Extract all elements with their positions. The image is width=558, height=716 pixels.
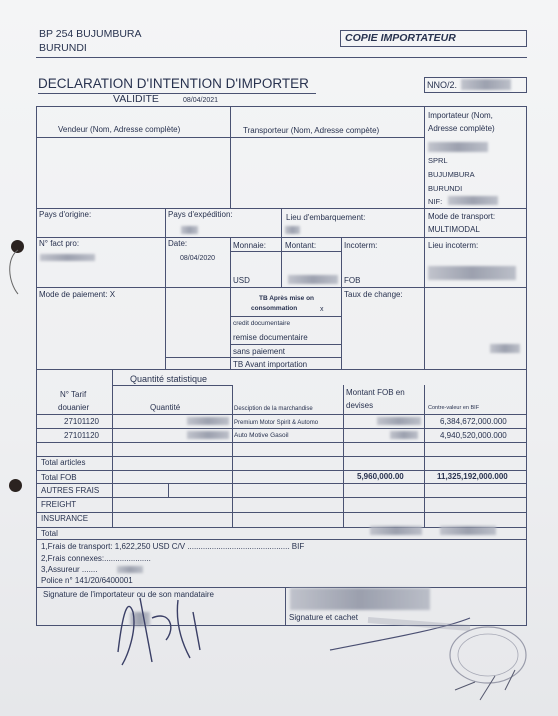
importer-line-3: BURUNDI — [428, 184, 463, 193]
incoterm-value: FOB — [344, 276, 361, 285]
exchange-label: Taux de change: — [344, 290, 403, 299]
note-fees: 2,Frais connexes:..................... — [41, 554, 151, 563]
total-fob-label: Total FOB — [41, 473, 77, 482]
tb-avant: TB Avant importation — [233, 360, 308, 369]
remise-doc: remise documentaire — [233, 333, 308, 342]
date-value: 08/04/2020 — [180, 255, 216, 262]
importer-label-2: Adresse complète) — [428, 124, 495, 133]
row-1-tariff: 27101120 — [64, 417, 99, 426]
incoterm-label: Incoterm: — [344, 241, 378, 250]
desc-header: Desciption de la marchandise — [234, 406, 313, 412]
total-fob-bif: 11,325,192,000.000 — [437, 472, 508, 481]
row-1-counter: 6,384,672,000.000 — [440, 417, 507, 426]
counter-header: Contre-valeur en BIF — [428, 405, 480, 411]
currency-label: Monnaie: — [233, 241, 266, 250]
row-2-tariff: 27101120 — [64, 431, 99, 440]
stamp-label: Signature et cachet — [289, 613, 358, 622]
tb-after-line-1: TB Après mise on — [259, 295, 315, 302]
credit-doc: credit documentaire — [233, 320, 291, 327]
importer-line-1: SPRL — [428, 156, 448, 165]
qty-stat-header: Quantité statistique — [130, 374, 208, 384]
payment-mode-label: Mode de paiement: X — [39, 290, 116, 299]
loading-label: Lieu d'embarquement: — [286, 213, 366, 222]
carrier-label: Transporteur (Nom, Adresse compète) — [243, 126, 380, 135]
dispatch-label: Pays d'expédition: — [168, 210, 233, 219]
tariff-header-1: N° Tarif — [60, 390, 87, 399]
row-2-counter: 4,940,520,000.000 — [440, 431, 507, 440]
total-label: Total — [41, 529, 58, 538]
note-insurer: 3,Assureur ....... — [41, 565, 98, 574]
note-transport: 1,Frais de transport: 1,622,250 USD C/V .............................................. BIF — [41, 542, 305, 551]
note-policy: Police n° 141/20/6400001 — [41, 576, 133, 585]
row-1-description: Premium Motor Spirit & Automo — [234, 420, 319, 426]
incoterm-place-label: Lieu incoterm: — [428, 241, 479, 250]
freight-label: FREIGHT — [41, 500, 77, 509]
total-fob-devises: 5,960,000.00 — [357, 472, 404, 481]
fob-header-2: devises — [346, 401, 374, 410]
importer-signature-label: Signature de l'importateur ou de son mandataire — [43, 590, 214, 599]
nno-label: NNO/2. — [427, 80, 458, 90]
insurance-label: INSURANCE — [41, 514, 89, 523]
transport-mode-label: Mode de transport: — [428, 212, 496, 221]
validity-label: VALIDITE — [113, 93, 159, 105]
importer-nif: NIF: — [428, 197, 443, 206]
address-line-2: BURUNDI — [39, 42, 87, 54]
row-2-description: Auto Motive Gasoil — [234, 432, 289, 439]
seller-label: Vendeur (Nom, Adresse complète) — [58, 125, 181, 134]
fob-header-1: Montant FOB en — [346, 388, 405, 397]
transport-mode-value: MULTIMODAL — [428, 225, 480, 234]
tb-after-mark: x — [320, 306, 324, 313]
sans-paiement: sans paiement — [233, 347, 286, 356]
qty-header: Quantité — [150, 403, 181, 412]
total-articles-label: Total articles — [41, 458, 86, 467]
currency-value: USD — [233, 276, 250, 285]
other-fees-label: AUTRES FRAIS — [41, 486, 100, 495]
tariff-header-2: douanier — [58, 403, 90, 412]
invoice-label: N° fact pro: — [39, 239, 80, 248]
copy-label: COPIE IMPORTATEUR — [345, 32, 456, 44]
date-label: Date: — [168, 239, 188, 248]
importer-line-2: BUJUMBURA — [428, 170, 475, 179]
document-title: DECLARATION D'INTENTION D'IMPORTER — [38, 76, 309, 91]
tb-after-line-2: consommation — [251, 305, 298, 312]
origin-label: Pays d'origine: — [39, 210, 92, 219]
amount-label: Montant: — [285, 241, 317, 250]
validity-date: 08/04/2021 — [183, 97, 219, 104]
address-line-1: BP 254 BUJUMBURA — [39, 28, 142, 40]
importer-label-1: Importateur (Nom, — [428, 111, 493, 120]
